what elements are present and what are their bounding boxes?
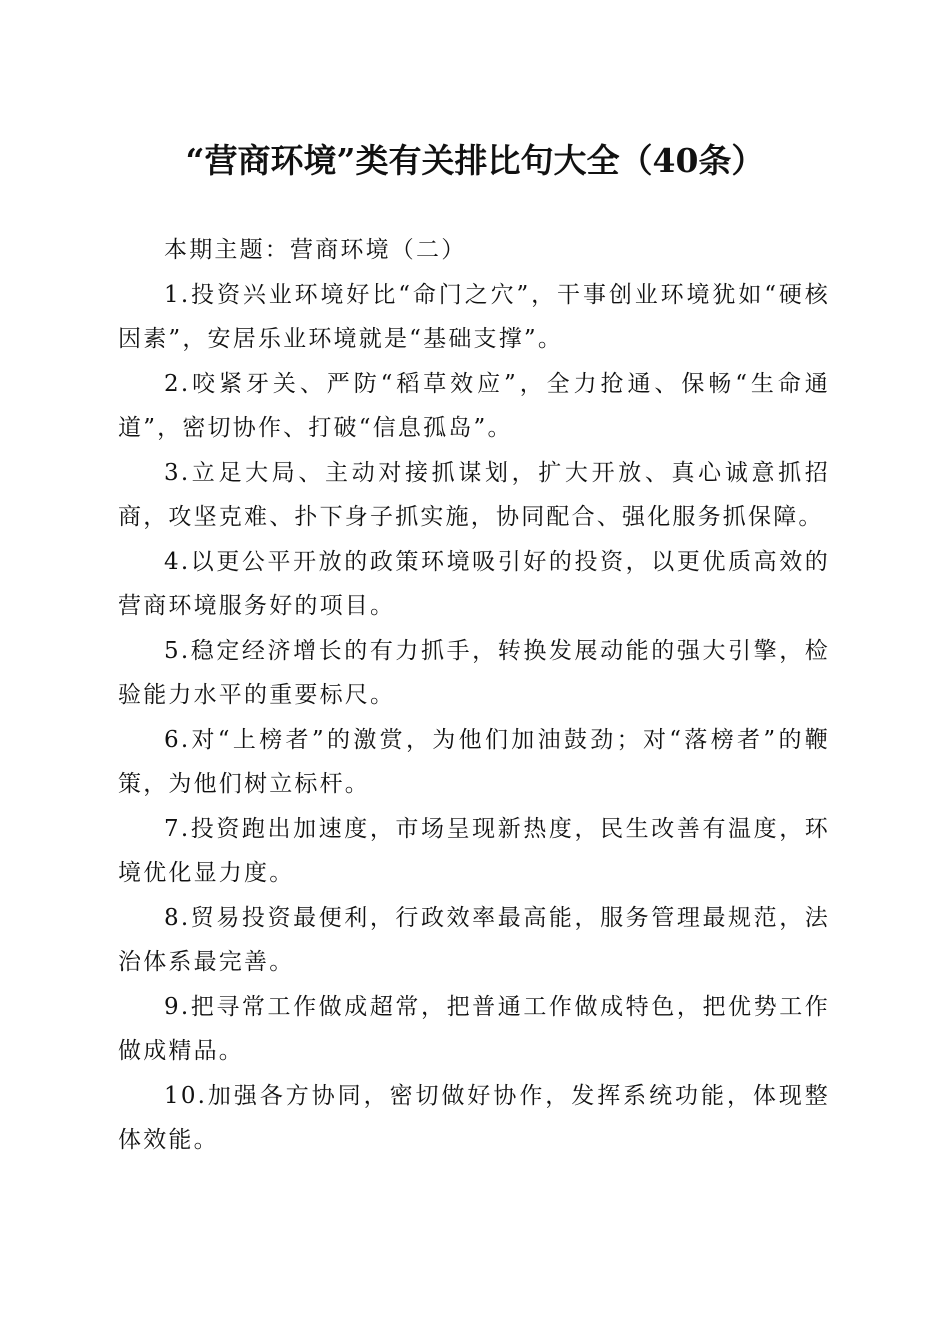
- document-body: [118, 228, 830, 1163]
- list-item: 8.贸易投资最便利，行政效率最高能，服务管理最规范，法治体系最完善。: [118, 904, 830, 975]
- document-title: “营商环境”类有关排比句大全（40条）: [185, 141, 765, 180]
- list-item: 3.立足大局、主动对接抓谋划，扩大开放、真心诚意抓招商，攻坚克难、扑下身子抓实施，协同配合、强化服务抓保障。: [118, 459, 830, 530]
- list-item: 2.咬紧牙关、严防“稻草效应”，全力抢通、保畅“生命通道”，密切协作、打破“信息孤岛”。: [118, 370, 830, 441]
- list-item: 7.投资跑出加速度，市场呈现新热度，民生改善有温度，环境优化显力度。: [118, 815, 830, 886]
- list-item: 10.加强各方协同，密切做好协作，发挥系统功能，体现整体效能。: [118, 1082, 830, 1153]
- list-item: 4.以更公平开放的政策环境吸引好的投资，以更优质高效的营商环境服务好的项目。: [118, 548, 830, 619]
- list-item: 5.稳定经济增长的有力抓手，转换发展动能的强大引擎，检验能力水平的重要标尺。: [118, 637, 830, 708]
- intro-line: 本期主题：营商环境（二）: [164, 237, 467, 263]
- list-item: 9.把寻常工作做成超常，把普通工作做成特色，把优势工作做成精品。: [118, 993, 830, 1064]
- list-item: 6.对“上榜者”的激赏，为他们加油鼓劲；对“落榜者”的鞭策，为他们树立标杆。: [118, 726, 830, 797]
- list-item: 1.投资兴业环境好比“命门之穴”，干事创业环境犹如“硬核因素”，安居乐业环境就是“基础支撑”。: [118, 281, 830, 352]
